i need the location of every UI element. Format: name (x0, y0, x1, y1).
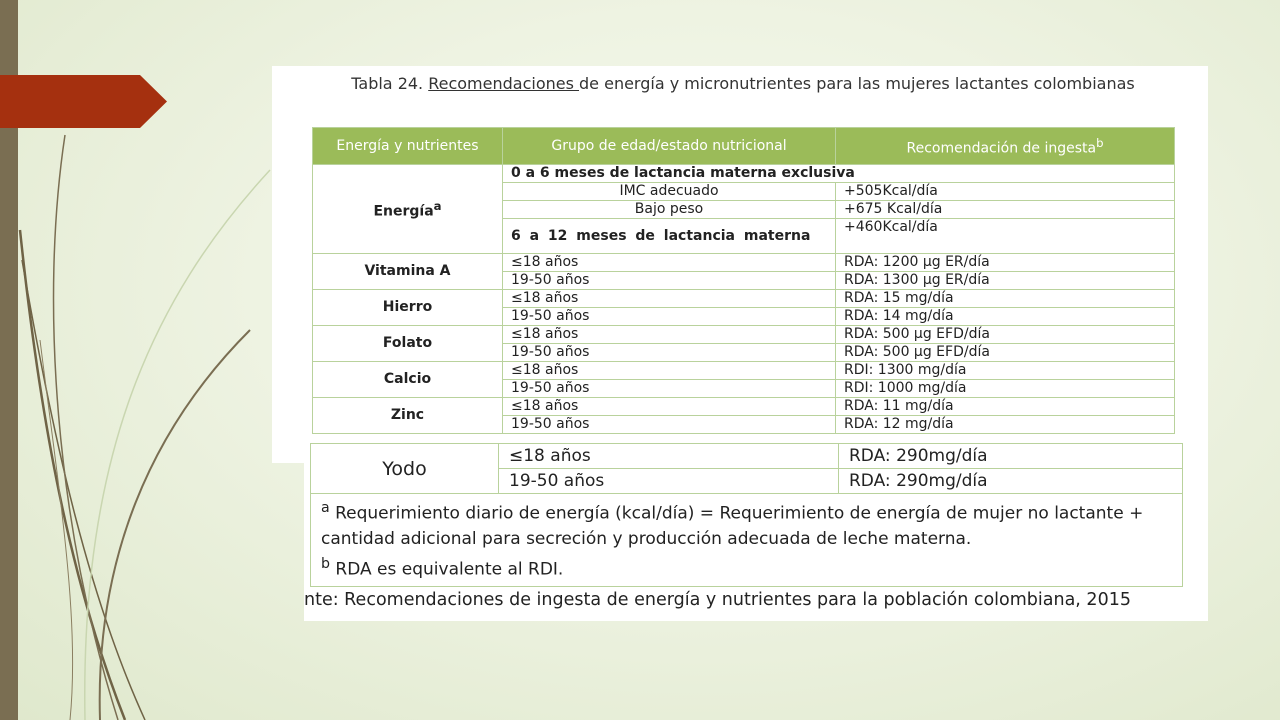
group-cell: ≤18 años (503, 326, 836, 344)
group-cell: ≤18 años (503, 398, 836, 416)
group-cell: IMC adecuado (503, 183, 836, 201)
caption-prefix: Tabla 24. (351, 74, 429, 93)
nutrient-name: Vitamina A (313, 254, 503, 290)
table-row (313, 165, 1175, 183)
rec-cell: RDA: 500 µg EFD/día (836, 344, 1175, 362)
rec-cell: RDA: 500 µg EFD/día (836, 326, 1175, 344)
energia-sup: a (433, 198, 442, 213)
note-a-text: Requerimiento diario de energía (kcal/día) = Requerimiento de energía de mujer no lactante + cantidad adicional para secreción y producción adecuada de leche materna. (321, 503, 1144, 549)
rec-cell: +675 Kcal/día (836, 201, 1175, 219)
group-cell: 19-50 años (503, 380, 836, 398)
note-a-sup: a (321, 500, 330, 516)
group-cell: ≤18 años (503, 254, 836, 272)
nutrition-table-continued (310, 443, 1183, 587)
group-cell: ≤18 años (503, 290, 836, 308)
energia-label: Energía (373, 203, 434, 220)
caption-rest: de energía y micronutrientes para las mujeres lactantes colombianas (579, 74, 1135, 93)
nutrition-table (312, 127, 1175, 434)
group-cell: 19-50 años (503, 416, 836, 434)
rec-cell: RDA: 290mg/día (839, 469, 1183, 494)
rec-cell: +505Kcal/día (836, 183, 1175, 201)
rec-cell: RDA: 15 mg/día (836, 290, 1175, 308)
note-b-sup: b (321, 555, 330, 572)
header-recommendation-text: Recomendación de ingesta (906, 140, 1097, 157)
header-recommendation (836, 128, 1175, 165)
rec-cell: RDI: 1000 mg/día (836, 380, 1175, 398)
group-cell: 19-50 años (503, 272, 836, 290)
rec-cell: RDA: 11 mg/día (836, 398, 1175, 416)
table-source: nte: Recomendaciones de ingesta de energía y nutrientes para la población colombiana, 2015 (304, 590, 1131, 610)
header-nutrients: Energía y nutrientes (313, 128, 503, 165)
nutrient-name: Zinc (313, 398, 503, 434)
group-cell: Bajo peso (503, 201, 836, 219)
table-row (313, 362, 1175, 380)
nutrient-energia (313, 165, 503, 254)
group-cell: 6 a 12 meses de lactancia materna (503, 219, 836, 254)
rec-cell: +460Kcal/día (836, 219, 1175, 254)
title-arrow-shape (0, 75, 167, 128)
table-notes (311, 494, 1183, 587)
table-caption (288, 74, 1198, 94)
table-header-row (313, 128, 1175, 165)
table-row (313, 398, 1175, 416)
group-cell: 19-50 años (499, 469, 839, 494)
caption-underlined: Recomendaciones (428, 74, 580, 93)
rec-cell: RDA: 12 mg/día (836, 416, 1175, 434)
table-row (313, 254, 1175, 272)
rec-cell: RDA: 290mg/día (839, 444, 1183, 469)
nutrient-name: Calcio (313, 362, 503, 398)
group-cell: 19-50 años (503, 344, 836, 362)
nutrient-name: Hierro (313, 290, 503, 326)
group-cell: ≤18 años (503, 362, 836, 380)
rec-cell: RDA: 1200 µg ER/día (836, 254, 1175, 272)
rec-cell: RDA: 14 mg/día (836, 308, 1175, 326)
group-cell: 19-50 años (503, 308, 836, 326)
group-cell: ≤18 años (499, 444, 839, 469)
table-row (313, 326, 1175, 344)
note-b-text: RDA es equivalente al RDI. (330, 559, 564, 580)
rec-cell: RDA: 1300 µg ER/día (836, 272, 1175, 290)
nutrient-name: Folato (313, 326, 503, 362)
header-group: Grupo de edad/estado nutricional (503, 128, 836, 165)
header-recommendation-sup: b (1096, 136, 1104, 151)
table-row (313, 290, 1175, 308)
nutrient-yodo: Yodo (311, 444, 499, 494)
table-row (311, 444, 1183, 469)
energia-group-header: 0 a 6 meses de lactancia materna exclusiva (503, 165, 1175, 183)
rec-cell: RDI: 1300 mg/día (836, 362, 1175, 380)
table-notes-row (311, 494, 1183, 587)
